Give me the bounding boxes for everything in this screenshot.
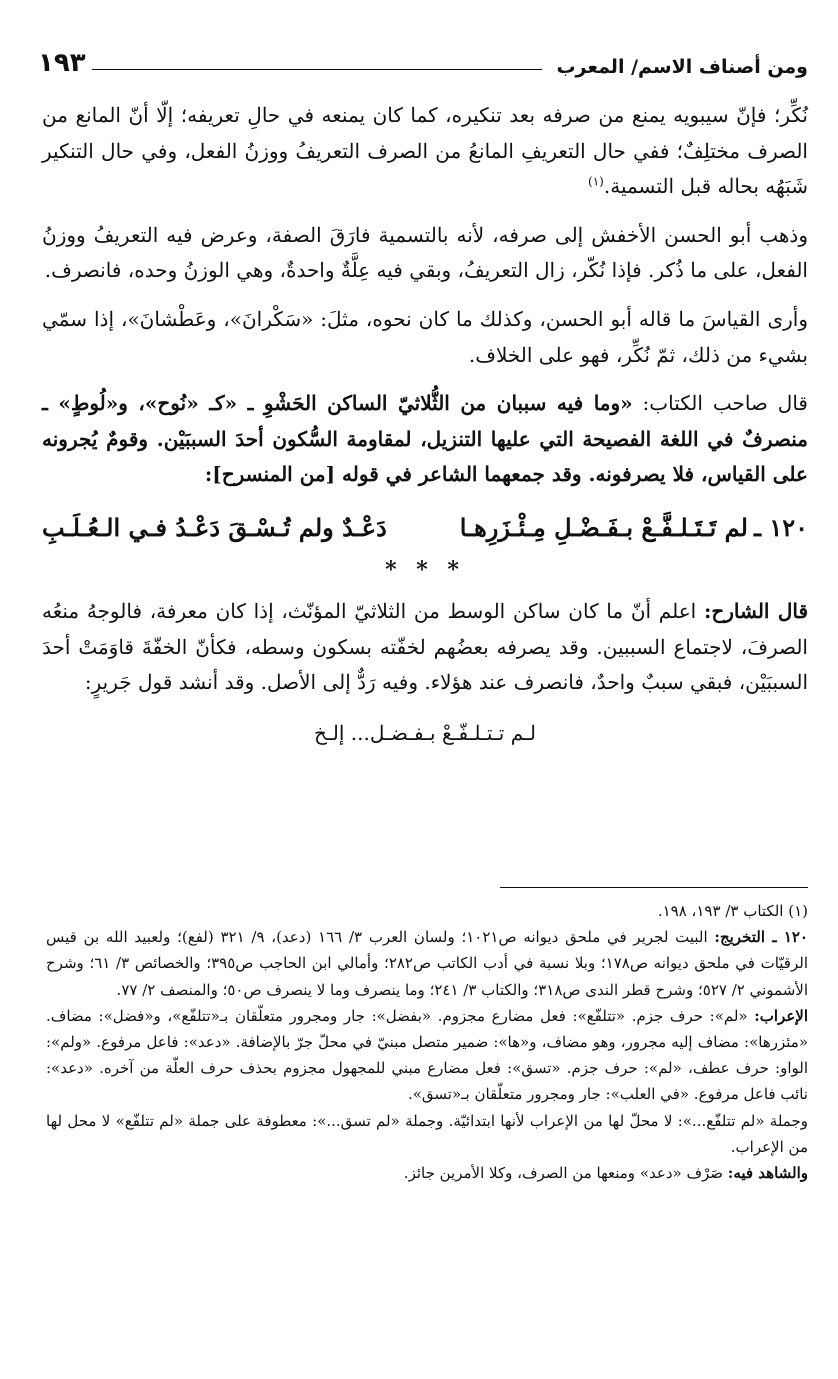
irab-note [46,1003,808,1108]
irab-text: «لم»: حرف جزم. «تتلفّع»: فعل مضارع مجزوم. «بفضل»: جار ومجرور متعلّقان بـ«تتلفّع»، و«فضل»: مضاف. «مئزرها»: مضاف إليه مجرور، وهو مضاف، و«ها»: ضمير متصل مبنيّ في محلّ جرّ بالإضافة. «دعد»: فاعل مرفوع. «ولم»: الواو: حرف عطف، «لم»: حرف جزم. «تسق»: فعل مضارع مبني للمجهول مجزوم بحذف حرف العلّة من آخره. «دعد»: نائب فاعل مرفوع. «في العلب»: جار ومجرور متعلّقان بـ«تسق». [46,1006,808,1104]
verse-first-half [460,506,808,550]
shahid-text: صَرْف «دعد» ومنعها من الصرف، وكلا الأمرين جائز. [403,1164,728,1183]
commentator-label: قال الشارح: [703,598,809,623]
paragraph-4 [42,386,808,493]
paragraph-4-quote: «وما فيه سببان من الثُّلاثيّ الساكن الحَشْوِ ـ «كـ «نُوح»، و«لُوطٍ» ـ منصرفٌ في اللغة الفصيحة التي عليها التنزيل، لمقاومة السُّكون أحدَ السببَيْن. وقومٌ يُجرونه على القياس، فلا يصرفونه. وقد جمعهما الشاعر في قوله [من المنسرح]: [42,391,808,487]
paragraph-3: وأرى القياسَ ما قاله أبو الحسن، وكذلك ما كان نحوه، مثلَ: «سَكْرانَ»، وعَطْشانَ»، إذا سمّي بشيء من ذلك، ثمّ نُكِّر، فهو على الخلاف. [42,306,808,367]
paragraph-5 [42,594,808,701]
header-rule [92,69,543,70]
takhrij-label: ١٢٠ ـ التخريج: [714,928,808,947]
main-text [42,98,808,756]
verse-hemistich-1: لم تَـتَـلـفَّـعْ بـفَـضْـلِ مِـئْـزَرِهـا [459,512,748,542]
page-number: ١٩٣ [38,48,86,78]
page-header [38,38,808,78]
paragraph-2: وذهب أبو الحسن الأخفش إلى صرفه، لأنه بالتسمية فارَقَ الصفة، وعرض فيه التعريفُ ووزنُ الفعل، على ما ذُكر. فإذا نُكّر، زال التعريفُ، وبقي فيه عِلَّةٌ واحدةٌ، وهي الوزنُ وحده، فانصرف. [42,222,808,283]
verse-number: ١٢٠ ـ [753,512,808,542]
footnote-1: (١) الكتاب ٣/ ١٩٣، ١٩٨. [657,902,808,920]
footnote-ref-1: (١) [588,174,604,189]
takhrij-text: البيت لجرير في ملحق ديوانه ص١٠٢١؛ ولسان العرب ٣/ ١٦٦ (دعد)، ٩/ ٣٢١ (لفع)؛ ولعبيد الله بن قيس الرقيّات في ملحق ديوانه ص١٧٨؛ وبلا نسبة في أدب الكاتب ص٢٨٢؛ وأمالي ابن الحاجب ص٣٩٥؛ والخصائص ٣/ ٦١؛ وشرح الأشموني ٢/ ٥٢٧؛ وشرح قطر الندى ص٣١٨؛ والكتاب ٣/ ٢٤١؛ وما ينصرف وما لا ينصرف ص٥٠؛ والمنصف ٢/ ٧٧. [46,928,808,999]
verse-hemistich-2: دَعْـدٌ ولم تُـسْـقَ دَعْـدُ فـي الـعُـلَـبِ [42,512,387,542]
section-separator: * * * [385,556,465,583]
paragraph-1 [42,98,808,205]
footnote-rule [500,887,808,888]
irab-label: الإعراب: [754,1006,808,1025]
paragraph-5-text: اعلم أنّ ما كان ساكن الوسط من الثلاثيّ المؤنّث، إذا كان معرفة، فالوجهُ منعُه الصرفَ، لاجتماع السببين. وقد يصرفه بعضُهم لخفّته بسكون وسطه، فكأنّ الخفّةَ قاوَمَتْ أحدَ السببَيْن، فبقي سببٌ واحدٌ، فانصرف عند هؤلاء. وفيه رَدٌّ إلى الأصل. وقد أنشد قول جَريرٍ: [42,598,808,695]
footnotes [46,898,808,1186]
paragraph-1-text: نُكِّر؛ فإنّ سيبويه يمنع من صرفه بعد تنكيره، كما كان يمنعه في حالِ تعريفه؛ إلّا أنّ المانع من الصرف مختلِفٌ؛ ففي حال التعريفِ المانعُ من الصرف التعريفُ ووزنُ الفعل، وفي حال التنكير شَبَهُه بحاله قبل التسمية. [42,103,808,199]
paragraph-4-intro: قال صاحب الكتاب: [632,391,808,416]
verse-line [42,506,808,550]
takhrij-note [46,924,808,1003]
shahid-note [46,1160,808,1186]
running-title: ومن أصناف الاسم/ المعرب [556,56,808,78]
shahid-label: والشاهد فيه: [727,1164,808,1183]
verse-quote: لـم تـتـلـفّـعْ بـفـضـل... إلـخ [313,720,536,745]
jumla-note: وجملة «لم تتلفّع...»: لا محلّ لها من الإعراب لأنها ابتدائيّة. وجملة «لم تسق...»: معطوفة على جملة «لم تتلفّع» لا محل لها من الإعراب. [46,1111,808,1156]
